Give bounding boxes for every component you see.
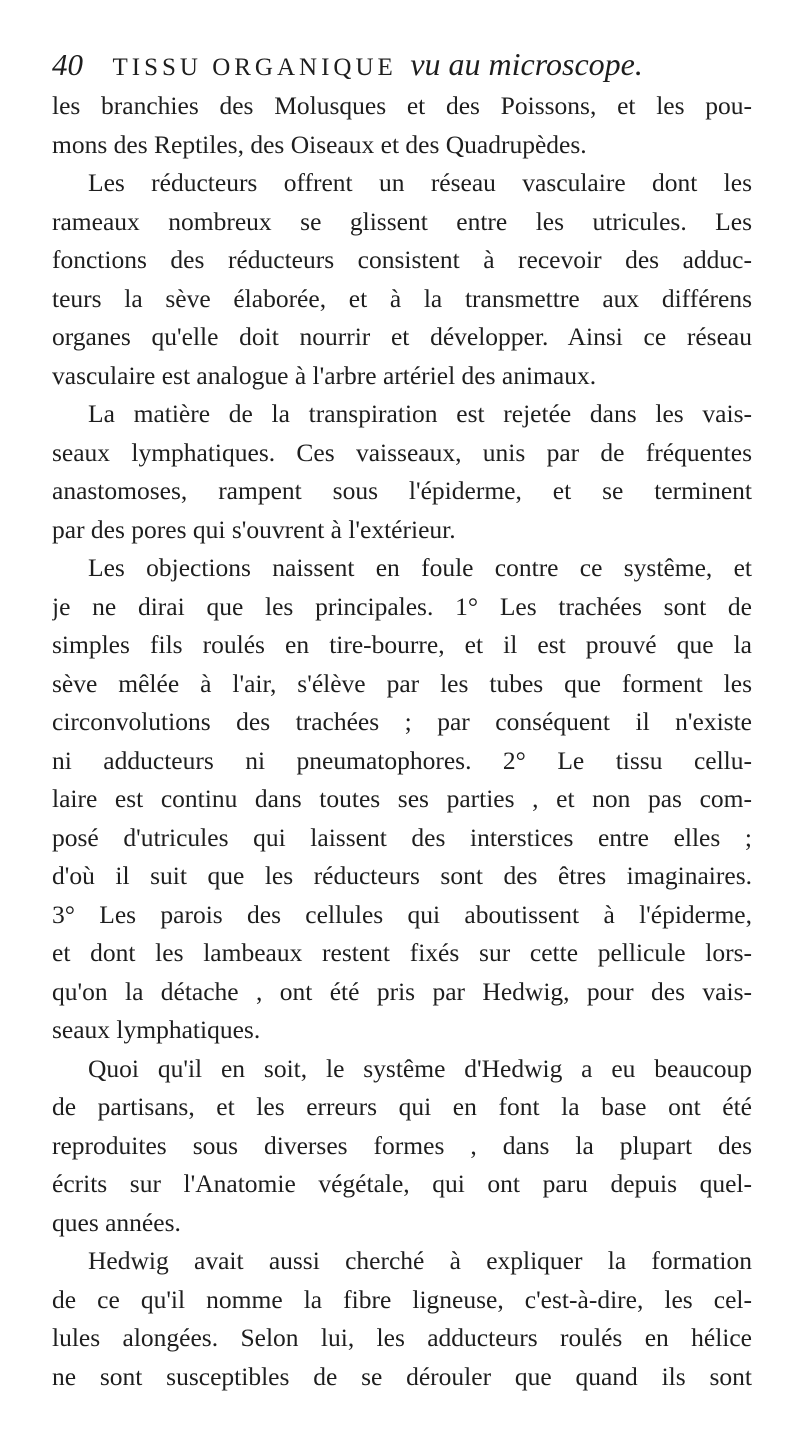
text-line: de ce qu'il nomme la fibre ligneuse, c'est-à-dire, les cel- bbox=[52, 1284, 752, 1314]
text-line: rameaux nombreux se glissent entre les utricules. Les bbox=[52, 206, 752, 236]
text-line: et dont les lambeaux restent fixés sur cette pellicule lors- bbox=[52, 938, 752, 967]
text-line: mons des Reptiles, des Oiseaux et des Quadrupèdes. bbox=[52, 129, 587, 159]
text-line: sève mêlée à l'air, s'élève par les tubes que forment les bbox=[52, 668, 752, 698]
text-line: Hedwig avait aussi cherché à expliquer la formation bbox=[88, 1246, 752, 1275]
text-line: Les réducteurs offrent un réseau vasculaire dont les bbox=[88, 168, 752, 197]
text-line: laire est continu dans toutes ses parties , et non pas com- bbox=[52, 784, 752, 813]
text-line: posé d'utricules qui laissent des interstices entre elles ; bbox=[52, 822, 752, 852]
body-text bbox=[52, 87, 752, 1396]
text-line: ne sont susceptibles de se dérouler que quand ils sont bbox=[52, 1361, 752, 1391]
running-head: TISSU ORGANIQUE bbox=[112, 54, 397, 81]
page-header bbox=[52, 46, 643, 86]
text-line: 3° Les parois des cellules qui aboutissent à l'épiderme, bbox=[52, 899, 752, 929]
text-line: les branchies des Molusques et des Poissons, et les pou- bbox=[52, 91, 752, 120]
running-head-italic: vu au microscope. bbox=[410, 46, 643, 82]
text-line: seaux lymphatiques. bbox=[52, 1015, 261, 1044]
text-line: reproduites sous diverses formes , dans la plupart des bbox=[52, 1130, 752, 1160]
text-line: lules alongées. Selon lui, les adducteurs roulés en hélice bbox=[52, 1323, 752, 1352]
text-line: écrits sur l'Anatomie végétale, qui ont paru depuis quel- bbox=[52, 1169, 752, 1198]
text-line: fonctions des réducteurs consistent à recevoir des adduc- bbox=[52, 245, 752, 274]
text-line: teurs la sève élaborée, et à la transmettre aux différens bbox=[52, 283, 752, 313]
text-line: anastomoses, rampent sous l'épiderme, et se terminent bbox=[52, 476, 752, 505]
page-number: 40 bbox=[52, 47, 83, 82]
text-line: qu'on la détache , ont été pris par Hedwig, pour des vais- bbox=[52, 976, 752, 1006]
text-line: La matière de la transpiration est rejetée dans les vais- bbox=[88, 399, 752, 428]
text-line: seaux lymphatiques. Ces vaisseaux, unis par de fréquentes bbox=[52, 437, 752, 467]
text-line: circonvolutions des trachées ; par conséquent il n'existe bbox=[52, 707, 752, 736]
text-line: Les objections naissent en foule contre ce systême, et bbox=[88, 553, 752, 582]
text-line: d'où il suit que les réducteurs sont des êtres imaginaires. bbox=[52, 861, 752, 890]
text-line: je ne dirai que les principales. 1° Les trachées sont de bbox=[52, 591, 752, 621]
text-line: simples fils roulés en tire-bourre, et il est prouvé que la bbox=[52, 630, 752, 659]
text-line: organes qu'elle doit nourrir et développer. Ainsi ce réseau bbox=[52, 322, 752, 351]
text-line: ni adducteurs ni pneumatophores. 2° Le tissu cellu- bbox=[52, 745, 752, 775]
text-line: vasculaire est analogue à l'arbre artériel des animaux. bbox=[52, 360, 597, 390]
text-line: de partisans, et les erreurs qui en font la base ont été bbox=[52, 1092, 752, 1121]
text-line: ques années. bbox=[52, 1207, 181, 1237]
text-line: Quoi qu'il en soit, le systême d'Hedwig a eu beaucoup bbox=[88, 1053, 752, 1083]
text-line: par des pores qui s'ouvrent à l'extérieur. bbox=[52, 514, 456, 544]
